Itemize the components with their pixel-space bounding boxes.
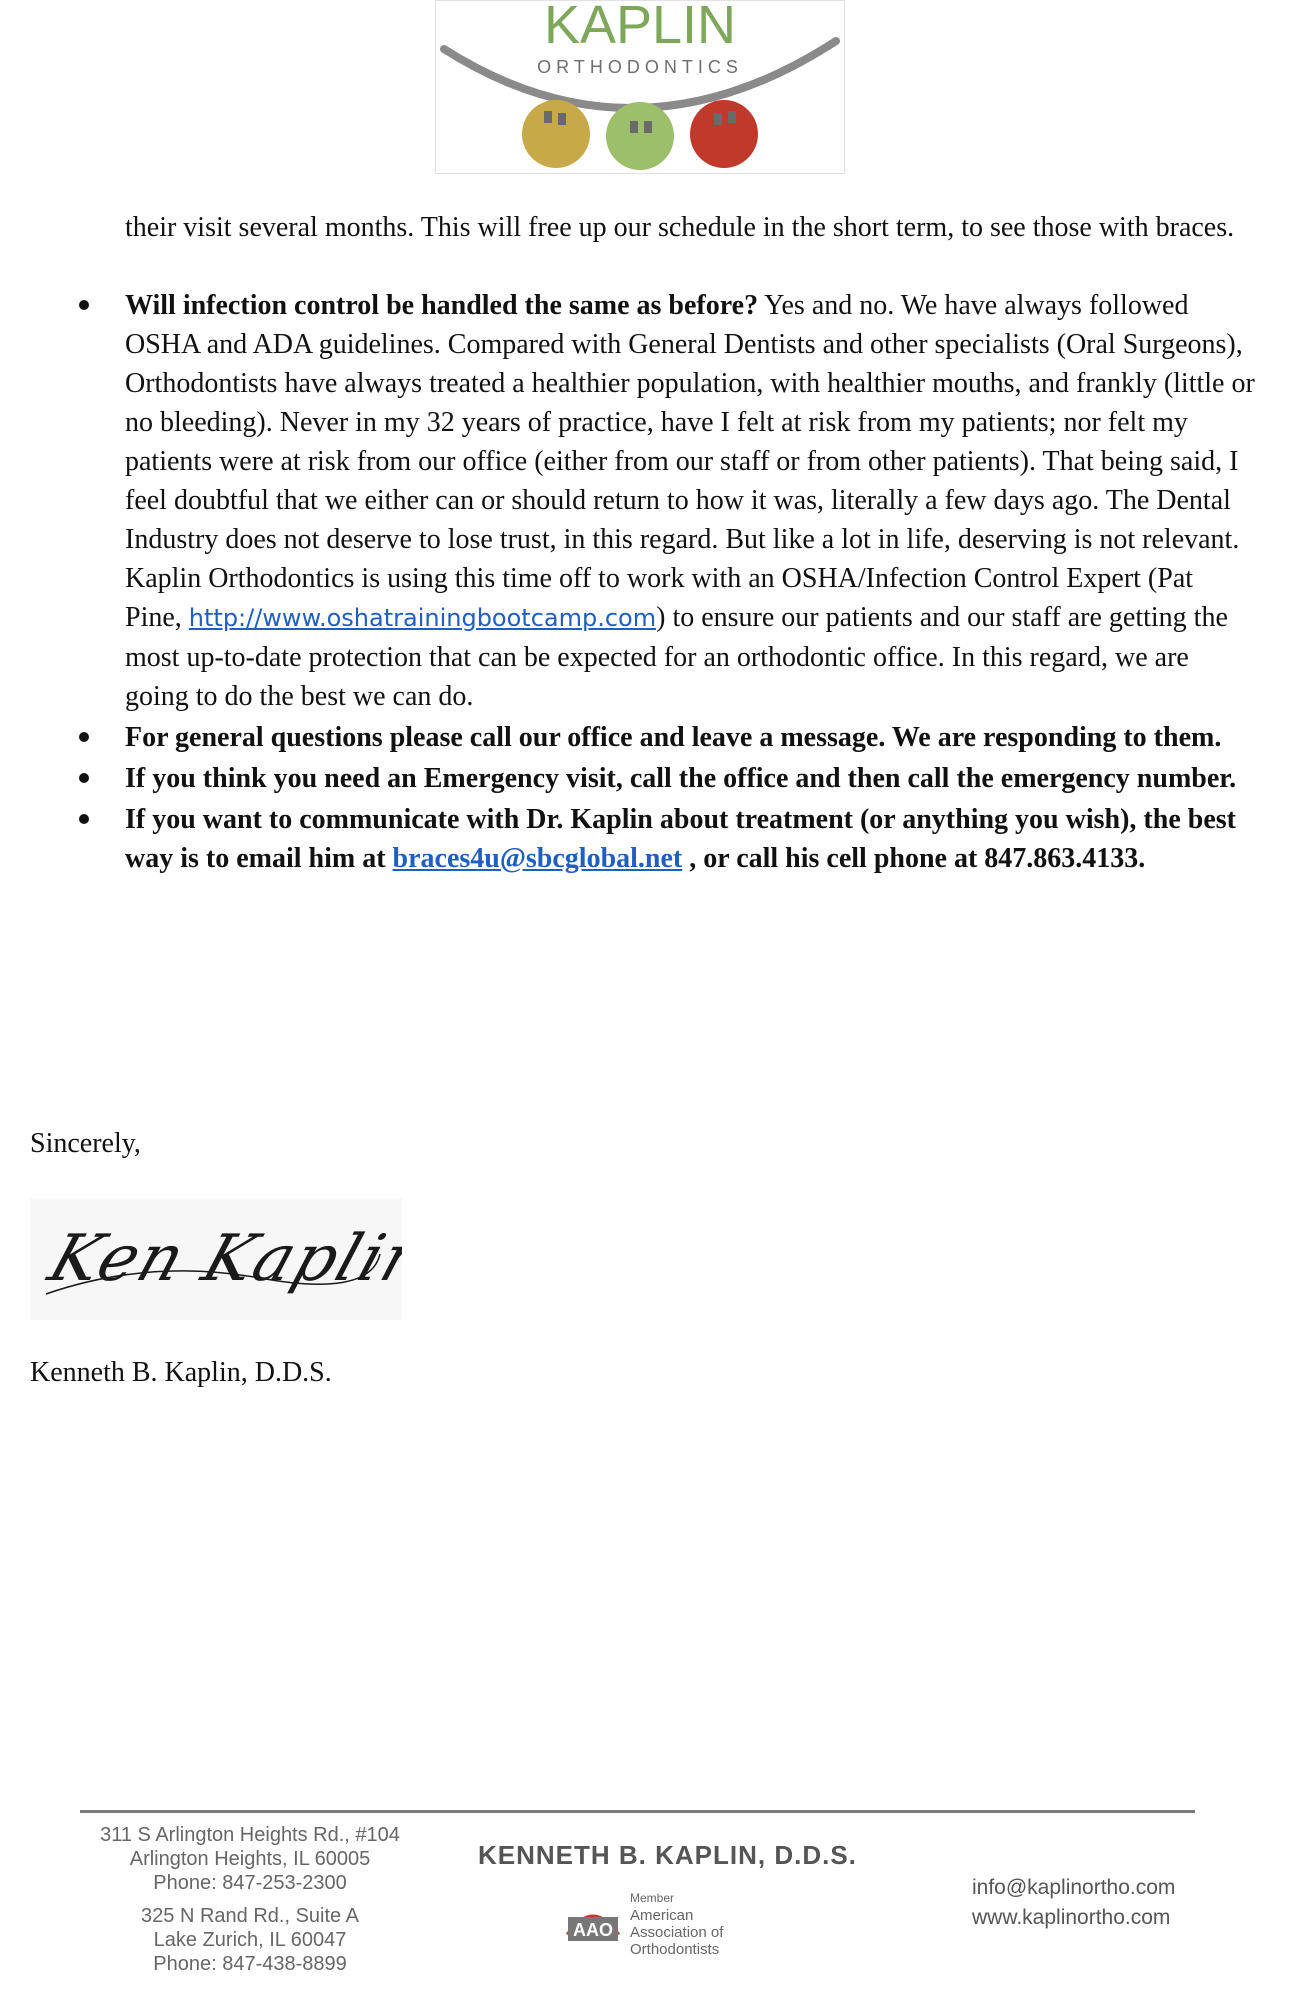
kaplin-orthodontics-logo — [435, 0, 845, 174]
footer-divider — [80, 1810, 1195, 1813]
signer-name: Kenneth B. Kaplin, D.D.S. — [30, 1357, 332, 1388]
logo-circle-green — [606, 102, 674, 170]
bullet-infection-control — [125, 286, 1255, 716]
letter-bullet-list — [125, 286, 1255, 880]
contact-email-link[interactable]: info@kaplinortho.com — [972, 1876, 1176, 1899]
bullet-bold-text-continued: , or call his cell phone at 847.863.4133. — [682, 843, 1146, 874]
bullet-dot-icon — [79, 300, 89, 310]
bullet-dot-icon — [79, 814, 89, 824]
bullet-contact-doctor — [125, 800, 1255, 878]
bullet-bold-text: If you think you need an Emergency visit, call the office and then call the emergency number. — [125, 763, 1237, 794]
aao-membership-text — [630, 1890, 723, 1958]
aao-line: Orthodontists — [630, 1941, 720, 1958]
bullet-heading: Will infection control be handled the same as before? — [125, 290, 759, 321]
aao-line: Association of — [630, 1924, 724, 1941]
handwritten-signature — [30, 1198, 402, 1320]
logo-tagline-text: ORTHODONTICS — [537, 57, 743, 77]
address-city: Lake Zurich, IL 60047 — [153, 1929, 347, 1951]
aao-line: American — [630, 1907, 694, 1924]
doctor-email-link[interactable]: braces4u@sbcglobal.net — [392, 843, 683, 874]
bullet-dot-icon — [79, 773, 89, 783]
bullet-dot-icon — [79, 732, 89, 742]
address-line: 311 S Arlington Heights Rd., #104 — [100, 1824, 400, 1846]
office-phone: Phone: 847-253-2300 — [153, 1872, 347, 1894]
osha-training-link[interactable]: http://www.oshatrainingbootcamp.com — [188, 604, 657, 632]
logo-brand-text: KAPLIN — [543, 1, 737, 55]
closing-text: Sincerely, — [30, 1128, 141, 1159]
bullet-body-text-continued: ) to ensure our patients and our staff are getting the most up-to-date protection that can be expected for an orthodontic office. In this regard, we are going to do the best we can do. — [125, 602, 1228, 712]
address-line: 325 N Rand Rd., Suite A — [141, 1905, 359, 1927]
bullet-bold-text: For general questions please call our office and leave a message. We are responding to them. — [125, 722, 1222, 753]
aao-badge-text: AAO — [573, 1920, 613, 1940]
continued-paragraph: their visit several months. This will free up our schedule in the short term, to see those with braces. — [125, 212, 1235, 243]
bullet-body-text: Yes and no. We have always followed OSHA and ADA guidelines. Compared with General Dentists and other specialists (Oral Surgeons), Orthodontists have always treated a healthier population, with healthier mouths, and frankly (little or no bleeding). Never in my 32 years of practice, have I felt at risk from my patients; nor felt my patients were at risk from our office (either from our staff or from other patients). That being said, I feel doubtful that we either can or should return to how it was, literally a few days ago. The Dental Industry does not deserve to lose trust, in this regard. But like a lot in life, deserving is not relevant. Kaplin Orthodontics is using this time off to work with an OSHA/Infection Control Expert (Pat Pine, — [125, 290, 1255, 633]
office-phone: Phone: 847-438-8899 — [153, 1953, 347, 1975]
office-address-lake-zurich — [100, 1904, 400, 1976]
website-link[interactable]: www.kaplinortho.com — [972, 1906, 1171, 1929]
contact-info — [972, 1873, 1175, 1933]
bullet-emergency-visit — [125, 759, 1255, 798]
signature-script: Ken Kaplin — [40, 1221, 402, 1296]
logo-circle-red — [690, 100, 758, 168]
bullet-general-questions — [125, 718, 1255, 757]
aao-member-label: Member — [630, 1891, 675, 1905]
aao-logo-icon — [564, 1895, 622, 1953]
address-city: Arlington Heights, IL 60005 — [129, 1848, 371, 1870]
office-address-arlington — [100, 1823, 400, 1895]
bullet-bold-text: If you want to communicate with Dr. Kaplin about treatment (or anything you wish), the best way is to email him at — [125, 804, 1236, 874]
doctor-name-heading: KENNETH B. KAPLIN, D.D.S. — [478, 1840, 857, 1870]
logo-circle-gold — [522, 100, 590, 168]
